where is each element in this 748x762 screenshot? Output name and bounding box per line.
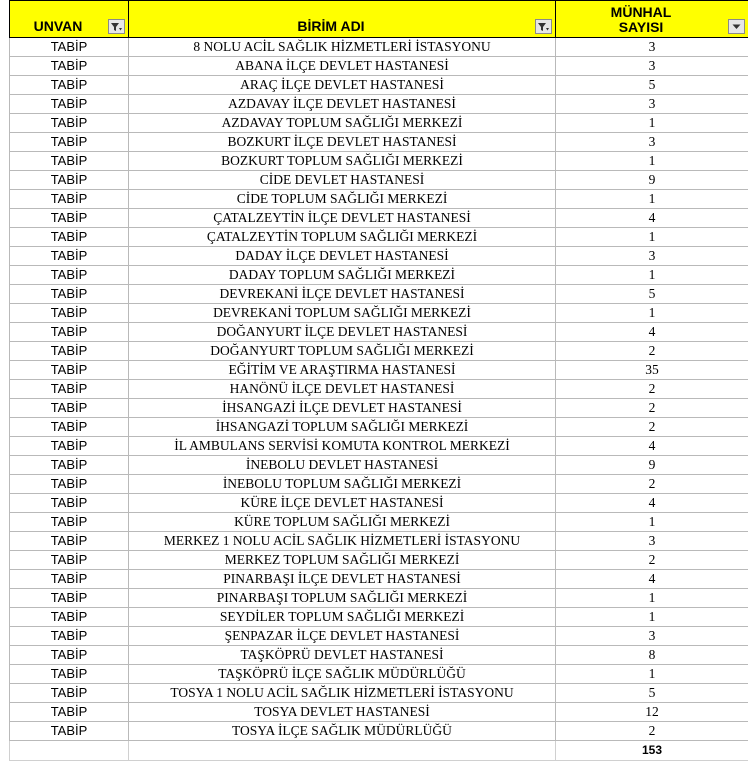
sayi-cell[interactable]: 5 <box>556 684 748 703</box>
sayi-cell[interactable]: 2 <box>556 399 748 418</box>
unvan-cell[interactable]: TABİP <box>10 380 129 399</box>
birim-cell[interactable]: KÜRE TOPLUM SAĞLIĞI MERKEZİ <box>129 513 556 532</box>
header-munhal-line2: SAYISI <box>618 19 664 35</box>
unvan-cell[interactable]: TABİP <box>10 361 129 380</box>
table-row <box>10 399 748 418</box>
unvan-cell[interactable]: TABİP <box>10 703 129 722</box>
birim-cell[interactable]: İNEBOLU TOPLUM SAĞLIĞI MERKEZİ <box>129 475 556 494</box>
sayi-cell[interactable]: 3 <box>556 57 748 76</box>
sayi-cell[interactable]: 2 <box>556 342 748 361</box>
header-row <box>10 1 748 38</box>
unvan-cell[interactable]: TABİP <box>10 323 129 342</box>
table-row <box>10 228 748 247</box>
total-empty-1 <box>10 741 129 761</box>
birim-cell[interactable]: İHSANGAZİ İLÇE DEVLET HASTANESİ <box>129 399 556 418</box>
birim-cell[interactable]: PINARBAŞI TOPLUM SAĞLIĞI MERKEZİ <box>129 589 556 608</box>
birim-cell[interactable]: ŞENPAZAR İLÇE DEVLET HASTANESİ <box>129 627 556 646</box>
unvan-cell[interactable]: TABİP <box>10 608 129 627</box>
sayi-cell[interactable]: 1 <box>556 513 748 532</box>
birim-cell[interactable]: HANÖNÜ İLÇE DEVLET HASTANESİ <box>129 380 556 399</box>
table-row <box>10 456 748 475</box>
sayi-cell[interactable]: 1 <box>556 190 748 209</box>
spreadsheet <box>9 0 748 761</box>
table-row <box>10 285 748 304</box>
birim-cell[interactable]: MERKEZ 1 NOLU ACİL SAĞLIK HİZMETLERİ İSTASYONU <box>129 532 556 551</box>
table-row <box>10 304 748 323</box>
birim-cell[interactable]: EĞİTİM VE ARAŞTIRMA HASTANESİ <box>129 361 556 380</box>
birim-cell[interactable]: DOĞANYURT İLÇE DEVLET HASTANESİ <box>129 323 556 342</box>
birim-cell[interactable]: BOZKURT İLÇE DEVLET HASTANESİ <box>129 133 556 152</box>
total-value: 153 <box>556 741 748 761</box>
birim-cell[interactable]: KÜRE İLÇE DEVLET HASTANESİ <box>129 494 556 513</box>
birim-cell[interactable]: TAŞKÖPRÜ DEVLET HASTANESİ <box>129 646 556 665</box>
sayi-cell[interactable]: 3 <box>556 38 748 57</box>
unvan-cell[interactable]: TABİP <box>10 133 129 152</box>
birim-cell[interactable]: İNEBOLU DEVLET HASTANESİ <box>129 456 556 475</box>
unvan-cell[interactable]: TABİP <box>10 57 129 76</box>
header-unvan[interactable] <box>10 1 129 38</box>
filter-active-icon[interactable] <box>108 19 125 34</box>
birim-cell[interactable]: TOSYA 1 NOLU ACİL SAĞLIK HİZMETLERİ İSTASYONU <box>129 684 556 703</box>
table-row <box>10 532 748 551</box>
table-row <box>10 171 748 190</box>
sayi-cell[interactable]: 1 <box>556 608 748 627</box>
unvan-cell[interactable]: TABİP <box>10 646 129 665</box>
sayi-cell[interactable]: 8 <box>556 646 748 665</box>
table-row <box>10 551 748 570</box>
table-row <box>10 361 748 380</box>
birim-cell[interactable]: BOZKURT TOPLUM SAĞLIĞI MERKEZİ <box>129 152 556 171</box>
unvan-cell[interactable]: TABİP <box>10 76 129 95</box>
unvan-cell[interactable]: TABİP <box>10 418 129 437</box>
unvan-cell[interactable]: TABİP <box>10 247 129 266</box>
unvan-cell[interactable]: TABİP <box>10 285 129 304</box>
sayi-cell[interactable]: 4 <box>556 494 748 513</box>
birim-cell[interactable]: İL AMBULANS SERVİSİ KOMUTA KONTROL MERKEZİ <box>129 437 556 456</box>
table-body <box>10 38 748 741</box>
birim-cell[interactable]: DOĞANYURT TOPLUM SAĞLIĞI MERKEZİ <box>129 342 556 361</box>
table-row <box>10 133 748 152</box>
unvan-cell[interactable]: TABİP <box>10 399 129 418</box>
unvan-cell[interactable]: TABİP <box>10 551 129 570</box>
table-row <box>10 418 748 437</box>
unvan-cell[interactable]: TABİP <box>10 627 129 646</box>
birim-cell[interactable]: SEYDİLER TOPLUM SAĞLIĞI MERKEZİ <box>129 608 556 627</box>
sayi-cell[interactable]: 5 <box>556 76 748 95</box>
sayi-cell[interactable]: 3 <box>556 627 748 646</box>
birim-cell[interactable]: TAŞKÖPRÜ İLÇE SAĞLIK MÜDÜRLÜĞÜ <box>129 665 556 684</box>
sayi-cell[interactable]: 9 <box>556 171 748 190</box>
birim-cell[interactable]: CİDE DEVLET HASTANESİ <box>129 171 556 190</box>
unvan-cell[interactable]: TABİP <box>10 513 129 532</box>
birim-cell[interactable]: TOSYA İLÇE SAĞLIK MÜDÜRLÜĞÜ <box>129 722 556 741</box>
table-row <box>10 190 748 209</box>
birim-cell[interactable]: 8 NOLU ACİL SAĞLIK HİZMETLERİ İSTASYONU <box>129 38 556 57</box>
unvan-cell[interactable]: TABİP <box>10 114 129 133</box>
birim-cell[interactable]: DADAY İLÇE DEVLET HASTANESİ <box>129 247 556 266</box>
sayi-cell[interactable]: 9 <box>556 456 748 475</box>
table-row <box>10 57 748 76</box>
sayi-cell[interactable]: 4 <box>556 437 748 456</box>
unvan-cell[interactable]: TABİP <box>10 171 129 190</box>
sayi-cell[interactable]: 3 <box>556 532 748 551</box>
sayi-cell[interactable]: 2 <box>556 722 748 741</box>
table-row <box>10 380 748 399</box>
unvan-cell[interactable]: TABİP <box>10 95 129 114</box>
table-row <box>10 152 748 171</box>
unvan-cell[interactable]: TABİP <box>10 456 129 475</box>
birim-cell[interactable]: AZDAVAY İLÇE DEVLET HASTANESİ <box>129 95 556 114</box>
header-munhal-label <box>556 5 726 35</box>
vacancy-table <box>9 0 748 761</box>
sayi-cell[interactable]: 1 <box>556 304 748 323</box>
unvan-cell[interactable]: TABİP <box>10 304 129 323</box>
header-munhal-sayisi[interactable] <box>556 1 748 38</box>
table-row <box>10 247 748 266</box>
sayi-cell[interactable]: 2 <box>556 380 748 399</box>
birim-cell[interactable]: DEVREKANİ İLÇE DEVLET HASTANESİ <box>129 285 556 304</box>
sayi-cell[interactable]: 1 <box>556 266 748 285</box>
sayi-cell[interactable]: 4 <box>556 323 748 342</box>
dropdown-arrow-icon[interactable] <box>728 19 745 34</box>
birim-cell[interactable]: AZDAVAY TOPLUM SAĞLIĞI MERKEZİ <box>129 114 556 133</box>
table-row <box>10 513 748 532</box>
unvan-cell[interactable]: TABİP <box>10 589 129 608</box>
unvan-cell[interactable]: TABİP <box>10 722 129 741</box>
header-munhal-line1: MÜNHAL <box>610 4 672 20</box>
birim-cell[interactable]: PINARBAŞI İLÇE DEVLET HASTANESİ <box>129 570 556 589</box>
sayi-cell[interactable]: 3 <box>556 95 748 114</box>
table-row <box>10 665 748 684</box>
unvan-cell[interactable]: TABİP <box>10 152 129 171</box>
sayi-cell[interactable]: 12 <box>556 703 748 722</box>
table-row <box>10 475 748 494</box>
birim-cell[interactable]: ÇATALZEYTİN İLÇE DEVLET HASTANESİ <box>129 209 556 228</box>
table-row <box>10 570 748 589</box>
table-row <box>10 608 748 627</box>
sayi-cell[interactable]: 35 <box>556 361 748 380</box>
birim-cell[interactable]: ARAÇ İLÇE DEVLET HASTANESİ <box>129 76 556 95</box>
table-row <box>10 646 748 665</box>
header-birim-adi[interactable] <box>129 1 556 38</box>
unvan-cell[interactable]: TABİP <box>10 475 129 494</box>
unvan-cell[interactable]: TABİP <box>10 684 129 703</box>
table-row <box>10 722 748 741</box>
table-row <box>10 76 748 95</box>
table-row <box>10 114 748 133</box>
sayi-cell[interactable]: 1 <box>556 665 748 684</box>
birim-cell[interactable]: ABANA İLÇE DEVLET HASTANESİ <box>129 57 556 76</box>
header-birim-adi-label: BİRİM ADI <box>297 18 365 34</box>
birim-cell[interactable]: DEVREKANİ TOPLUM SAĞLIĞI MERKEZİ <box>129 304 556 323</box>
table-row <box>10 589 748 608</box>
table-row <box>10 342 748 361</box>
sayi-cell[interactable]: 4 <box>556 209 748 228</box>
unvan-cell[interactable]: TABİP <box>10 494 129 513</box>
unvan-cell[interactable]: TABİP <box>10 266 129 285</box>
birim-cell[interactable]: ÇATALZEYTİN TOPLUM SAĞLIĞI MERKEZİ <box>129 228 556 247</box>
birim-cell[interactable]: İHSANGAZİ TOPLUM SAĞLIĞI MERKEZİ <box>129 418 556 437</box>
unvan-cell[interactable]: TABİP <box>10 228 129 247</box>
birim-cell[interactable]: CİDE TOPLUM SAĞLIĞI MERKEZİ <box>129 190 556 209</box>
total-row <box>10 741 748 761</box>
table-row <box>10 209 748 228</box>
sayi-cell[interactable]: 1 <box>556 152 748 171</box>
birim-cell[interactable]: MERKEZ TOPLUM SAĞLIĞI MERKEZİ <box>129 551 556 570</box>
unvan-cell[interactable]: TABİP <box>10 38 129 57</box>
birim-cell[interactable]: DADAY TOPLUM SAĞLIĞI MERKEZİ <box>129 266 556 285</box>
birim-cell[interactable]: TOSYA DEVLET HASTANESİ <box>129 703 556 722</box>
sayi-cell[interactable]: 1 <box>556 589 748 608</box>
unvan-cell[interactable]: TABİP <box>10 532 129 551</box>
table-row <box>10 266 748 285</box>
sayi-cell[interactable]: 4 <box>556 570 748 589</box>
table-row <box>10 437 748 456</box>
table-row <box>10 38 748 57</box>
filter-active-icon[interactable] <box>535 19 552 34</box>
table-row <box>10 703 748 722</box>
unvan-cell[interactable]: TABİP <box>10 209 129 228</box>
sayi-cell[interactable]: 2 <box>556 551 748 570</box>
unvan-cell[interactable]: TABİP <box>10 665 129 684</box>
unvan-cell[interactable]: TABİP <box>10 190 129 209</box>
header-unvan-label: UNVAN <box>33 18 83 34</box>
table-row <box>10 684 748 703</box>
unvan-cell[interactable]: TABİP <box>10 437 129 456</box>
sayi-cell[interactable]: 2 <box>556 475 748 494</box>
sayi-cell[interactable]: 1 <box>556 228 748 247</box>
sayi-cell[interactable]: 3 <box>556 247 748 266</box>
table-row <box>10 627 748 646</box>
sayi-cell[interactable]: 5 <box>556 285 748 304</box>
table-row <box>10 494 748 513</box>
table-row <box>10 95 748 114</box>
table-row <box>10 323 748 342</box>
sayi-cell[interactable]: 1 <box>556 114 748 133</box>
unvan-cell[interactable]: TABİP <box>10 570 129 589</box>
total-empty-2 <box>129 741 556 761</box>
sayi-cell[interactable]: 3 <box>556 133 748 152</box>
unvan-cell[interactable]: TABİP <box>10 342 129 361</box>
sayi-cell[interactable]: 2 <box>556 418 748 437</box>
